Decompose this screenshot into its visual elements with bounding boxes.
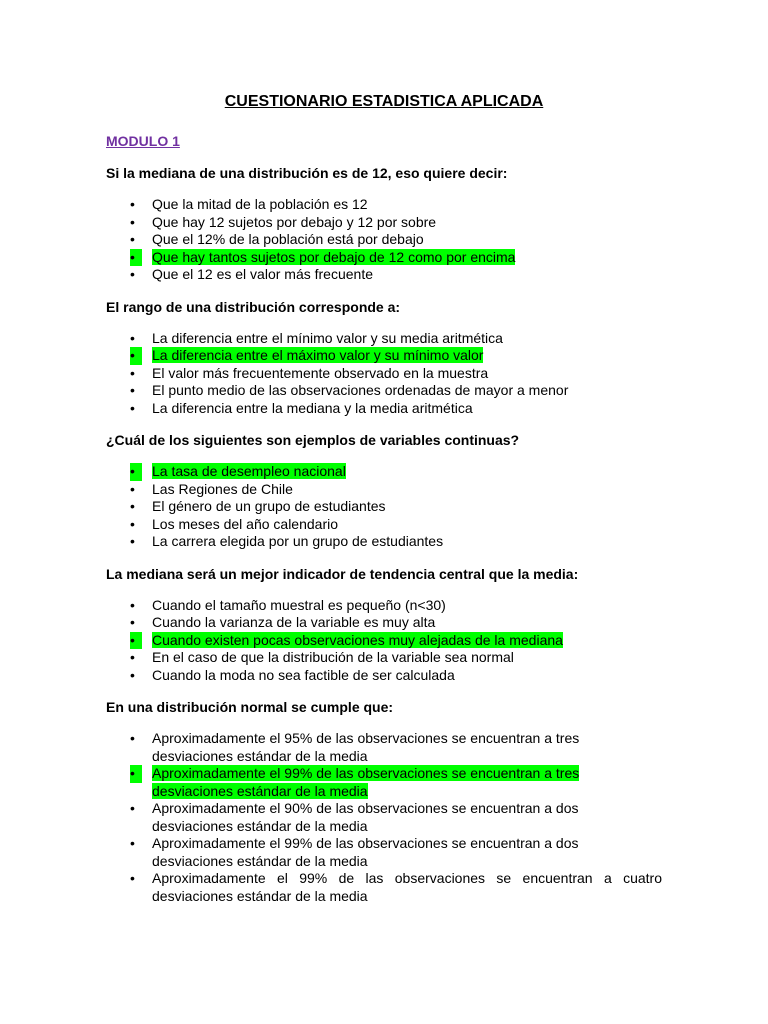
option-item: [106, 400, 662, 418]
option-text: Cuando el tamaño muestral es pequeño (n<30): [152, 596, 446, 613]
question-5: En una distribución normal se cumple que:: [106, 699, 394, 715]
question-2-options: [106, 330, 662, 418]
bullet-icon: •: [130, 614, 135, 630]
option-item-highlighted: [106, 765, 662, 800]
bullet-icon: •: [130, 399, 135, 416]
bullet-icon: •: [130, 364, 135, 381]
bullet-icon: •: [130, 533, 135, 549]
option-text: La tasa de desempleo nacional: [152, 463, 346, 479]
bullet-icon: •: [130, 515, 135, 532]
option-item: [106, 214, 662, 232]
bullet-icon: •: [130, 213, 135, 230]
bullet-icon: •: [130, 382, 135, 398]
bullet-icon: •: [130, 266, 135, 282]
option-item: [106, 597, 662, 615]
option-text: En el caso de que la distribución de la variable sea normal: [152, 649, 514, 665]
bullet-icon: •: [130, 463, 142, 481]
option-item: [106, 382, 662, 400]
option-text: La diferencia entre el mínimo valor y su media aritmética: [152, 329, 503, 346]
option-item: [106, 800, 662, 835]
bullet-icon: •: [130, 231, 135, 247]
option-text: La carrera elegida por un grupo de estudiantes: [152, 533, 444, 549]
option-item-highlighted: [106, 347, 662, 365]
option-text: Que el 12% de la población está por debajo: [152, 231, 424, 247]
option-text: La diferencia entre el máximo valor y su mínimo valor: [152, 347, 484, 363]
option-text: El género de un grupo de estudiantes: [152, 498, 386, 514]
option-text: Aproximadamente el 95% de las observaciones se encuentran a tres desviaciones estándar de la media: [152, 730, 580, 764]
bullet-icon: •: [130, 800, 135, 816]
option-text: Aproximadamente el 99% de las observaciones se encuentran a tres desviaciones estándar de la media: [152, 765, 580, 799]
bullet-icon: •: [130, 480, 135, 497]
question-3: ¿Cuál de los siguientes son ejemplos de variables continuas?: [106, 432, 520, 448]
question-2: El rango de una distribución corresponde a:: [106, 298, 401, 315]
option-item: [106, 330, 662, 348]
option-text: El valor más frecuentemente observado en la muestra: [152, 364, 489, 381]
bullet-icon: •: [130, 596, 135, 613]
option-item-highlighted: [106, 632, 662, 650]
option-item: [106, 533, 662, 551]
option-item: [106, 614, 662, 632]
question-4: La mediana será un mejor indicador de tendencia central que la media:: [106, 565, 579, 582]
question-5-options: [106, 730, 662, 905]
option-item: [106, 481, 662, 499]
option-item-highlighted: [106, 249, 662, 267]
option-item: [106, 667, 662, 685]
option-item: [106, 870, 662, 905]
option-text: Las Regiones de Chile: [152, 480, 293, 497]
question-3-options: [106, 463, 662, 551]
bullet-icon: •: [130, 835, 135, 851]
bullet-icon: •: [130, 249, 142, 267]
option-item: [106, 231, 662, 249]
option-text: Cuando la moda no sea factible de ser calculada: [152, 666, 455, 683]
option-text: Los meses del año calendario: [152, 515, 339, 532]
module-heading: MODULO 1: [106, 133, 180, 149]
option-text: Que hay 12 sujetos por debajo y 12 por sobre: [152, 213, 437, 230]
option-text: Aproximadamente el 99% de las observaciones se encuentran a dos desviaciones estándar de la media: [152, 835, 579, 869]
option-text: Que hay tantos sujetos por debajo de 12 como por encima: [152, 248, 516, 265]
option-item: [106, 196, 662, 214]
option-text: Que el 12 es el valor más frecuente: [152, 266, 374, 282]
bullet-icon: •: [130, 870, 135, 886]
option-text: Que la mitad de la población es 12: [152, 196, 368, 212]
option-text: Aproximadamente el 90% de las observaciones se encuentran a dos desviaciones estándar de la media: [152, 800, 579, 834]
option-item: [106, 516, 662, 534]
option-item: [106, 835, 662, 870]
option-text: La diferencia entre la mediana y la media aritmética: [152, 399, 473, 416]
question-4-options: [106, 597, 662, 685]
option-item: [106, 498, 662, 516]
bullet-icon: •: [130, 730, 135, 746]
questions-container: [106, 164, 662, 905]
bullet-icon: •: [130, 649, 135, 665]
option-item-highlighted: [106, 463, 662, 481]
bullet-icon: •: [130, 765, 142, 783]
option-item: [106, 365, 662, 383]
bullet-icon: •: [130, 632, 142, 650]
question-1: Si la mediana de una distribución es de 12, eso quiere decir:: [106, 165, 508, 181]
option-item: [106, 649, 662, 667]
option-text: Aproximadamente el 99% de las observaciones se encuentran a cuatro desviaciones estándar de la media: [152, 870, 662, 904]
option-item: [106, 266, 662, 284]
option-text: Cuando la varianza de la variable es muy alta: [152, 614, 436, 630]
option-item: [106, 730, 662, 765]
bullet-icon: •: [130, 666, 135, 683]
document-title: CUESTIONARIO ESTADISTICA APLICADA: [224, 93, 544, 110]
option-text: Cuando existen pocas observaciones muy alejadas de la mediana: [152, 631, 563, 648]
bullet-icon: •: [130, 498, 135, 514]
bullet-icon: •: [130, 347, 142, 365]
question-1-options: [106, 196, 662, 284]
option-text: El punto medio de las observaciones ordenadas de mayor a menor: [152, 382, 569, 398]
bullet-icon: •: [130, 329, 135, 346]
bullet-icon: •: [130, 196, 135, 212]
